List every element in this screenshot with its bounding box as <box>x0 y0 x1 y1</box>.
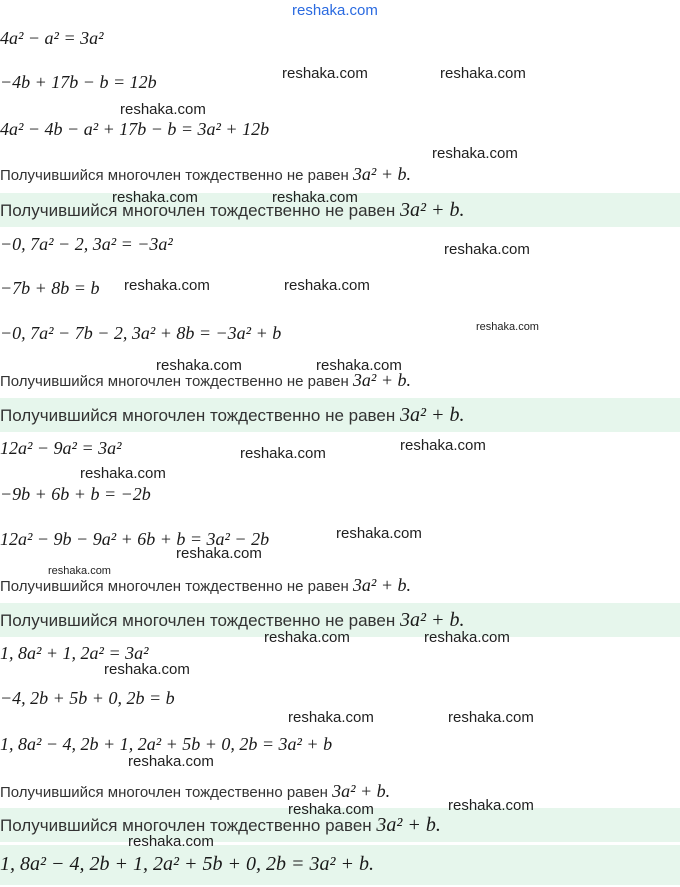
conclusion-line <box>0 164 411 185</box>
watermark: reshaka.com <box>476 321 539 333</box>
watermark: reshaka.com <box>448 709 534 726</box>
conclusion-math: 3a² + b. <box>332 781 391 801</box>
watermark: reshaka.com <box>440 65 526 82</box>
highlight-line <box>0 814 441 837</box>
equation-line: −4b + 17b − b = 12b <box>0 72 157 92</box>
watermark: reshaka.com <box>284 277 370 294</box>
highlight-math: 3a² + b. <box>399 609 465 631</box>
conclusion-line <box>0 575 411 596</box>
highlight-box <box>0 398 680 432</box>
highlight-line <box>0 404 464 427</box>
watermark: reshaka.com <box>156 357 242 374</box>
conclusion-math: 3a² + b. <box>352 370 411 390</box>
equation-line: 1, 8a² − 4, 2b + 1, 2a² + 5b + 0, 2b = 3a² + b <box>0 734 333 754</box>
equation-line: 4a² − a² = 3a² <box>0 28 104 48</box>
highlight-text: Получившийся многочлен тождественно равен <box>0 816 377 835</box>
watermark: reshaka.com <box>124 277 210 294</box>
watermark: reshaka.com <box>112 189 198 206</box>
conclusion-math: 3a² + b. <box>352 575 411 595</box>
highlight-math: 3a² + b. <box>399 199 465 221</box>
equation-line: −7b + 8b = b <box>0 278 100 298</box>
watermark: reshaka.com <box>400 437 486 454</box>
highlight-math: 3a² + b. <box>399 404 465 426</box>
conclusion-text: Получившийся многочлен тождественно не равен <box>0 167 353 184</box>
watermark: reshaka.com <box>120 101 206 118</box>
conclusion-text: Получившийся многочлен тождественно не равен <box>0 373 353 390</box>
equation-line: 4a² − 4b − a² + 17b − b = 3a² + 12b <box>0 119 270 139</box>
watermark: reshaka.com <box>288 801 374 818</box>
equation-line: 12a² − 9a² = 3a² <box>0 438 122 458</box>
watermark: reshaka.com <box>336 525 422 542</box>
equation-line: −4, 2b + 5b + 0, 2b = b <box>0 688 175 708</box>
equation-line: −0, 7a² − 2, 3a² = −3a² <box>0 234 173 254</box>
watermark: reshaka.com <box>128 833 214 850</box>
watermark: reshaka.com <box>282 65 368 82</box>
watermark: reshaka.com <box>240 445 326 462</box>
watermark-top-link[interactable]: reshaka.com <box>292 2 378 19</box>
final-answer-line: 1, 8a² − 4, 2b + 1, 2a² + 5b + 0, 2b = 3a² + b. <box>0 853 374 875</box>
watermark: reshaka.com <box>444 241 530 258</box>
highlight-text: Получившийся многочлен тождественно не равен <box>0 406 400 425</box>
conclusion-text: Получившийся многочлен тождественно равен <box>0 784 333 801</box>
watermark: reshaka.com <box>104 661 190 678</box>
watermark: reshaka.com <box>288 709 374 726</box>
conclusion-line <box>0 781 390 802</box>
highlight-line <box>0 609 464 632</box>
watermark: reshaka.com <box>424 629 510 646</box>
watermark: reshaka.com <box>176 545 262 562</box>
equation-line: 12a² − 9b − 9a² + 6b + b = 3a² − 2b <box>0 529 270 549</box>
watermark: reshaka.com <box>264 629 350 646</box>
watermark: reshaka.com <box>316 357 402 374</box>
watermark: reshaka.com <box>448 797 534 814</box>
watermark: reshaka.com <box>48 565 111 577</box>
conclusion-math: 3a² + b. <box>352 164 411 184</box>
watermark: reshaka.com <box>432 145 518 162</box>
highlight-text: Получившийся многочлен тождественно не равен <box>0 611 400 630</box>
equation-line: −9b + 6b + b = −2b <box>0 484 151 504</box>
highlight-line <box>0 199 464 222</box>
final-answer-box <box>0 845 680 885</box>
equation-line: 1, 8a² + 1, 2a² = 3a² <box>0 643 149 663</box>
watermark: reshaka.com <box>272 189 358 206</box>
equation-line: −0, 7a² − 7b − 2, 3a² + 8b = −3a² + b <box>0 323 282 343</box>
highlight-text: Получившийся многочлен тождественно не равен <box>0 201 400 220</box>
watermark: reshaka.com <box>128 753 214 770</box>
watermark: reshaka.com <box>80 465 166 482</box>
conclusion-text: Получившийся многочлен тождественно не равен <box>0 578 353 595</box>
highlight-math: 3a² + b. <box>376 814 441 836</box>
